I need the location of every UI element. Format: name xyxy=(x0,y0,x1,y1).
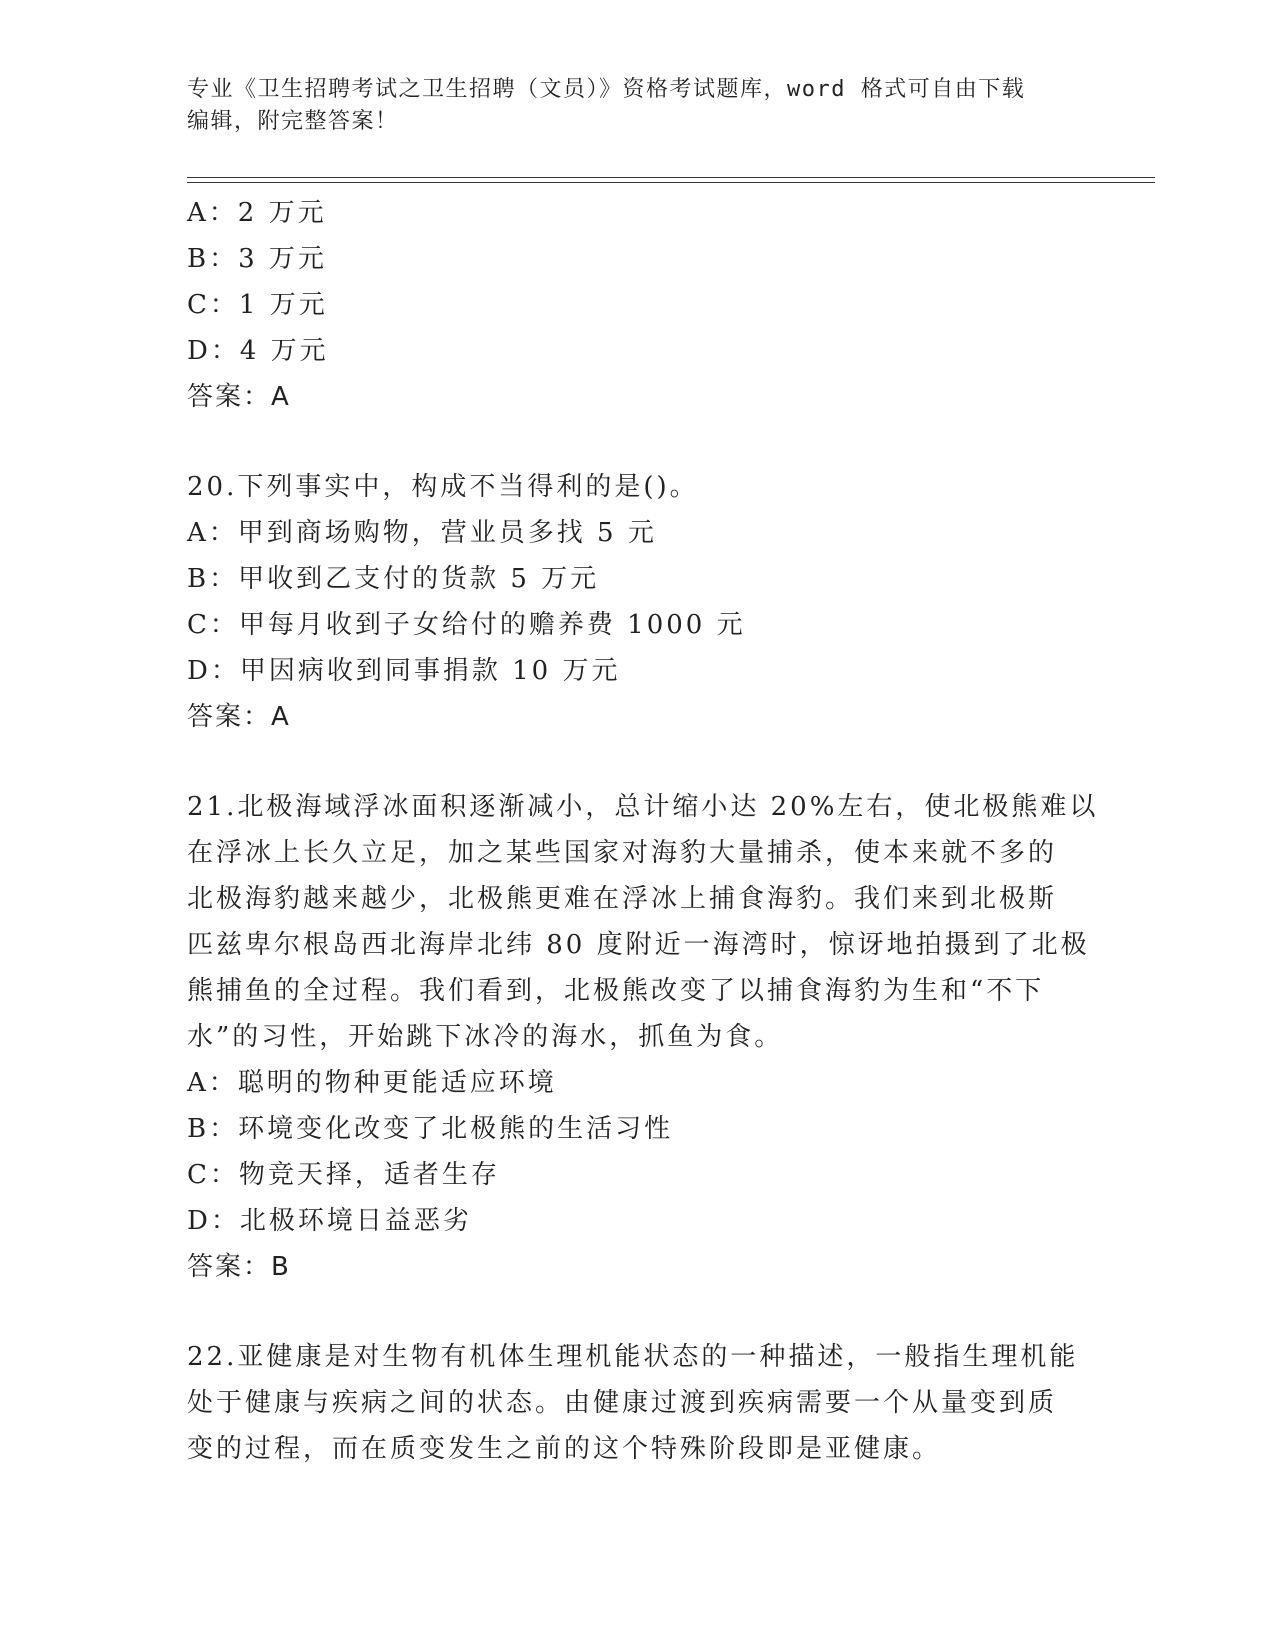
question-22 xyxy=(187,1334,1087,1472)
question-stem: 20.下列事实中，构成不当得利的是()。 xyxy=(187,472,699,502)
question-stem-line: 匹兹卑尔根岛西北海岸北纬 80 度附近一海湾时，惊讶地拍摄到了北极 xyxy=(187,930,1090,960)
document-header xyxy=(187,74,1087,138)
question-21 xyxy=(187,784,1099,1290)
option-b: B：甲收到乙支付的货款 5 万元 xyxy=(187,564,600,594)
option-c: C：甲每月收到子女给付的赡养费 1000 元 xyxy=(187,610,746,640)
option-c: C：物竞天择，适者生存 xyxy=(187,1160,500,1190)
question-stem-line: 变的过程，而在质变发生之前的这个特殊阶段即是亚健康。 xyxy=(187,1434,942,1464)
answer: 答案：B xyxy=(187,1252,291,1282)
question-stem-line: 北极海豹越来越少，北极熊更难在浮冰上捕食海豹。我们来到北极斯 xyxy=(187,884,1058,914)
header-line-2: 编辑，附完整答案！ xyxy=(187,109,399,134)
option-d: D：4 万元 xyxy=(187,336,329,366)
question-stem-line: 处于健康与疾病之间的状态。由健康过渡到疾病需要一个从量变到质 xyxy=(187,1388,1058,1418)
question-stem-line: 21.北极海域浮冰面积逐渐减小，总计缩小达 20%左右，使北极熊难以 xyxy=(187,792,1099,822)
answer: 答案：A xyxy=(187,702,291,732)
option-c: C：1 万元 xyxy=(187,290,328,320)
option-d: D：甲因病收到同事捐款 10 万元 xyxy=(187,656,621,686)
question-stem-line: 熊捕鱼的全过程。我们看到，北极熊改变了以捕食海豹为生和“不下 xyxy=(187,976,1045,1006)
option-a: A：聪明的物种更能适应环境 xyxy=(187,1068,557,1098)
option-b: B：3 万元 xyxy=(187,244,327,274)
option-d: D：北极环境日益恶劣 xyxy=(187,1206,472,1236)
question-19 xyxy=(187,190,1087,420)
answer: 答案：A xyxy=(187,382,291,412)
option-a: A：2 万元 xyxy=(187,198,327,228)
question-stem-line: 水”的习性，开始跳下冰冷的海水，抓鱼为食。 xyxy=(187,1022,784,1052)
header-line-1: 专业《卫生招聘考试之卫生招聘（文员）》资格考试题库，word 格式可自由下载 xyxy=(187,77,1026,102)
option-a: A：甲到商场购物，营业员多找 5 元 xyxy=(187,518,657,548)
question-stem-line: 在浮冰上长久立足，加之某些国家对海豹大量捕杀，使本来就不多的 xyxy=(187,838,1058,868)
header-divider-top xyxy=(187,177,1155,178)
question-20 xyxy=(187,464,1087,740)
option-b: B：环境变化改变了北极熊的生活习性 xyxy=(187,1114,674,1144)
question-stem-line: 22.亚健康是对生物有机体生理机能状态的一种描述，一般指生理机能 xyxy=(187,1342,1079,1372)
header-divider-bottom xyxy=(187,182,1155,183)
question-content xyxy=(187,190,1099,1472)
